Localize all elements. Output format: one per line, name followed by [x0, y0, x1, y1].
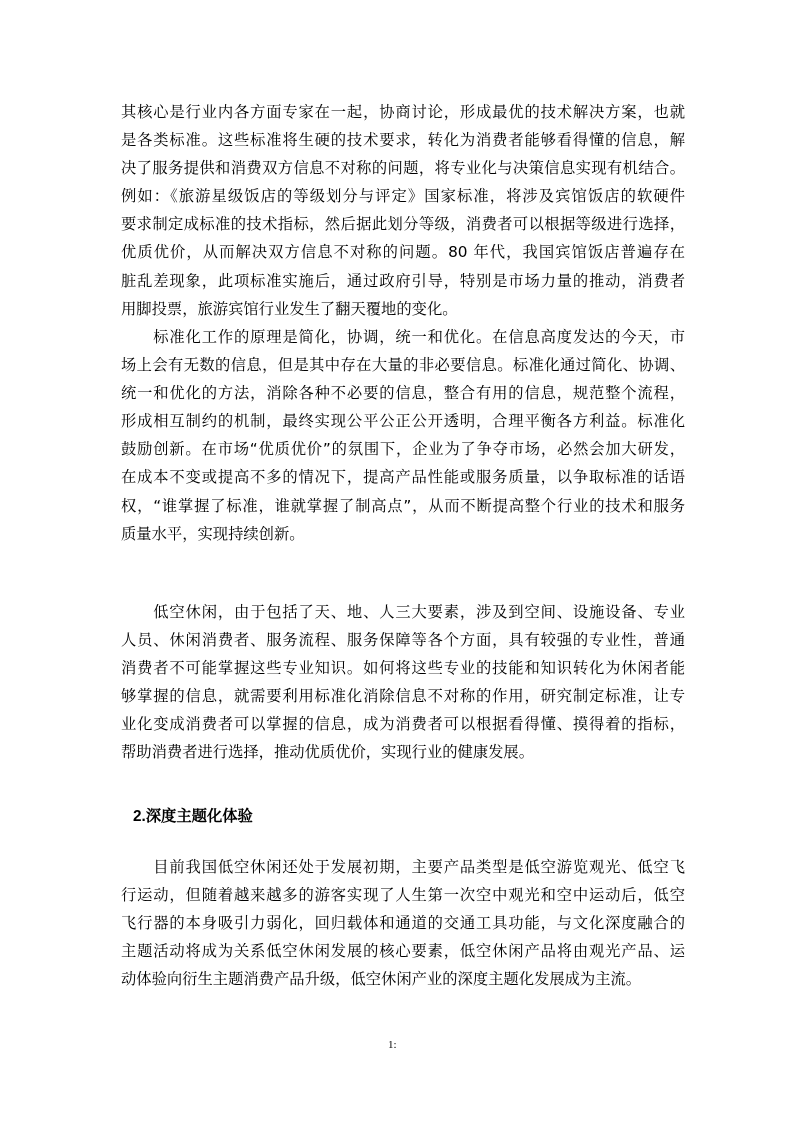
text-line: 人员、休闲消费者、服务流程、服务保障等各个方面，具有较强的专业性，普通 [121, 631, 685, 650]
text-line: 主题活动将成为关系低空休闲发展的核心要素，低空休闲产品将由观光产品、运 [121, 942, 685, 961]
text-line: 是各类标准。这些标准将生硬的技术要求，转化为消费者能够看得懂的信息，解 [121, 131, 685, 150]
text-line: 低空休闲，由于包括了天、地、人三大要素，涉及到空间、设施设备、专业 [121, 603, 685, 621]
paragraph-4 [121, 853, 685, 993]
text-line: 够掌握的信息，就需要利用标准化消除信息不对称的作用，研究制定标准，让专 [121, 687, 685, 706]
text-line: 动体验向衍生主题消费产品升级，低空休闲产业的深度主题化发展成为主流。 [121, 970, 642, 989]
text-line: 其核心是行业内各方面专家在一起，协商讨论，形成最优的技术解决方案，也就 [121, 103, 685, 121]
text-line: 目前我国低空休闲还处于发展初期，主要产品类型是低空游览观光、低空飞 [121, 858, 685, 876]
text-line: 权，“谁掌握了标准，谁就掌握了制高点”，从而不断提高整个行业的技术和服务 [121, 496, 685, 515]
section-heading: 2.深度主题化体验 [133, 808, 253, 825]
text-line: 决了服务提供和消费双方信息不对称的问题，将专业化与决策信息实现有机结合。 [121, 159, 685, 178]
text-line: 业化变成消费者可以掌握的信息，成为消费者可以根据看得懂、摸得着的指标， [121, 715, 685, 734]
text-line: 在成本不变或提高不多的情况下，提高产品性能或服务质量，以争取标准的话语 [121, 468, 685, 487]
text-line: 质量水平，实现持续创新。 [121, 524, 305, 543]
text-line: 形成相互制约的机制，最终实现公平公正公开透明，合理平衡各方利益。标准化 [121, 412, 685, 431]
paragraph-2 [121, 323, 685, 548]
text-line: 优质优价，从而解决双方信息不对称的问题。80 年代，我国宾馆饭店普遍存在 [121, 243, 685, 262]
text-line: 脏乱差现象，此项标准实施后，通过政府引导，特别是市场力量的推动，消费者 [121, 271, 685, 290]
text-line: 要求制定成标准的技术指标，然后据此划分等级，消费者可以根据等级进行选择， [121, 215, 685, 234]
text-line: 飞行器的本身吸引力弱化，回归载体和通道的交通工具功能，与文化深度融合的 [121, 914, 685, 933]
text-line: 鼓励创新。在市场“优质优价”的氛围下，企业为了争夺市场，必然会加大研发， [121, 440, 685, 459]
text-line: 消费者不可能掌握这些专业知识。如何将这些专业的技能和知识转化为休闲者能 [121, 659, 685, 678]
text-line: 标准化工作的原理是简化，协调，统一和优化。在信息高度发达的今天，市 [121, 328, 685, 346]
text-line: 统一和优化的方法，消除各种不必要的信息，整合有用的信息，规范整个流程， [121, 384, 685, 403]
text-line: 场上会有无数的信息，但是其中存在大量的非必要信息。标准化通过简化、协调、 [121, 356, 685, 375]
page-number: 1: [388, 1039, 397, 1051]
paragraph-1 [121, 98, 685, 323]
text-line: 帮助消费者进行选择，推动优质优价，实现行业的健康发展。 [121, 743, 535, 762]
text-line: 行运动，但随着越来越多的游客实现了人生第一次空中观光和空中运动后，低空 [121, 886, 685, 905]
paragraph-3 [121, 598, 685, 767]
text-line: 用脚投票，旅游宾馆行业发生了翻天覆地的变化。 [121, 299, 458, 318]
text-line: 例如：《旅游星级饭店的等级划分与评定》国家标准，将涉及宾馆饭店的软硬件 [121, 187, 685, 206]
